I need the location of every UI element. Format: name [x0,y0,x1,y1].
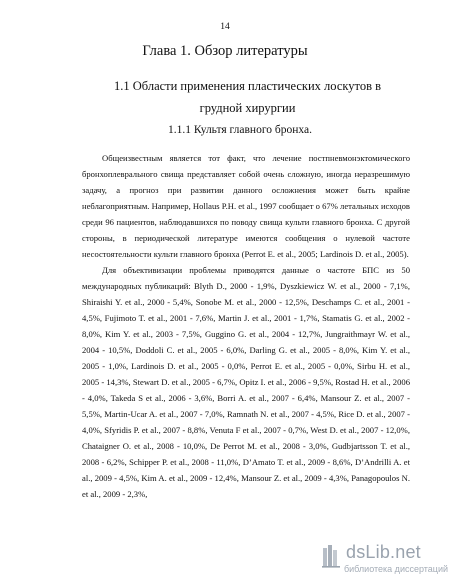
chapter-title: Глава 1. Обзор литературы [142,43,308,59]
watermark [322,540,449,576]
subsection-title: 1.1.1 Культя главного бронха. [168,124,312,136]
page-number: 14 [220,22,230,32]
paragraph: Для объективизации проблемы приводятся данные о частоте БПС из 50 международных публикаций: Blyth D., 2000 - 1,9%, Dyszkiewicz W. et al., 2000 - 7,1%, Shiraishi Y. et al., 2000 - 5,4%, Sonobe M. et al., 2000 - 12,5%, Deschamps C. et al., 2001 - 4,5%, Fujimoto T. et al., 2001 - 7,6%, Martin J. et al., 2001 - 1,7%, Stamatis G. et al., 2002 - 8,0%, Kim Y. et al., 2003 - 7,5%, Guggino G. et al., 2004 - 12,7%, Jungraithmayr W. et al., 2004 - 10,5%, Doddoli C. et al., 2005 - 6,0%, Darling G. et al., 2005 - 8,0%, Kim Y. et al., 2005 - 1,0%, Lardinois D. et al., 2005 - 0,0%, Perrot E. et al., 2005 - 0,0%, Sirbu H. et al., 2005 - 14,3%, Stewart D. et al., 2005 - 6,7%, Opitz I. et al., 2006 - 9,5%, Rostad H. et al., 2006 - 4,0%, Takeda S et al., 2006 - 3,6%, Borri A. et al., 2007 - 6,4%, Mansour Z. et al., 2007 - 5,5%, Martin-Ucar A. et al., 2007 - 7,0%, Ramnath N. et al., 2007 - 4,5%, Rice D. et al., 2007 - 4,0%, Sfyridis P. et al., 2007 - 8,8%, Venuta F et al., 2007 - 0,7%, West D. et al., 2007 - 12,0%, Chataigner O. et al., 2008 - 10,0%, De Perrot M. et al., 2008 - 3,0%, Gudbjartsson T. et al., 2008 - 6,2%, Schipper P. et al., 2008 - 11,0%, D’Amato T. et al., 2009 - 8,6%, D’Andrilli A. et al., 2009 - 4,5%, Kim A. et al., 2009 - 12,4%, Mansour Z. et al., 2009 - 4,3%, Panagopoulos N. et al., 2009 - 2,3%, [82,265,410,499]
watermark-tagline: библиотека диссертаций [344,564,449,574]
paragraph: Общеизвестным является тот факт, что лечение постпневмонэктомического бронхоплеврального свища представляет собой очень сложную, иногда неразрешимую задачу, а прогноз при развитии данного осложнения может быть крайне неблагоприятным. Например, Hollaus P.H. et al., 1997 сообщает о 67% летальных исходов среди 96 пациентов, наблюдавшихся по поводу свища культи главного бронха. С другой стороны, в периодической литературе имеются сообщения о нулевой частоте несостоятельности культи главного бронха (Perrot E. et al., 2005; Lardinois D. et al., 2005). [82,153,410,259]
watermark-brand: dsLib.net [346,542,421,562]
section-title: 1.1 Области применения пластических лоскутов в грудной хирургии [114,79,381,115]
body-text [82,150,410,502]
book-stack-icon [322,542,342,568]
